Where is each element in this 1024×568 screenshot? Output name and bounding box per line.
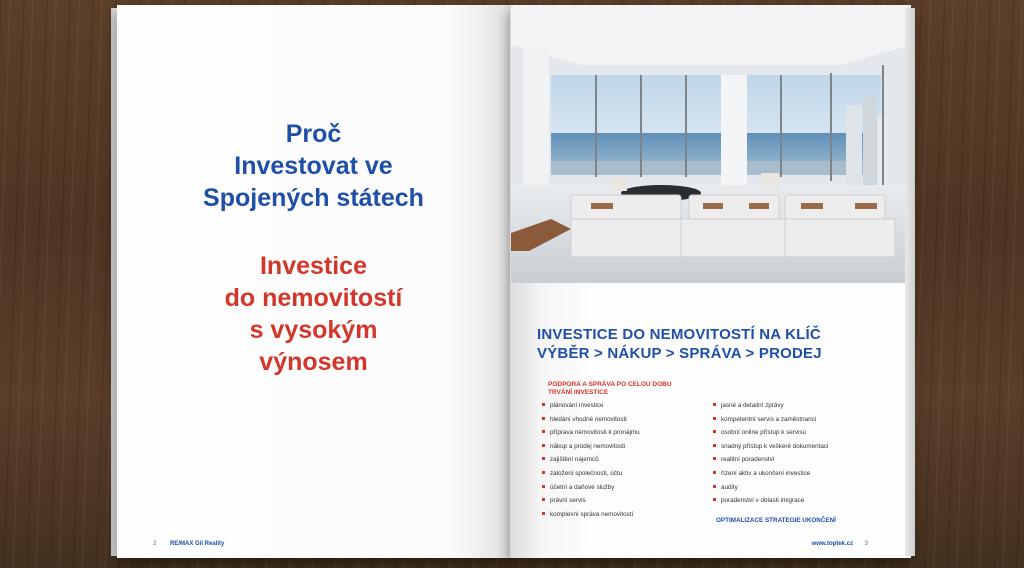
list-item-label: právní servis [550,497,586,505]
list-item-label: účetní a daňové služby [550,483,615,491]
list-item-label: založení společnosti, účtu [550,469,623,477]
services-list-right [713,402,828,511]
list-item [713,416,828,430]
list-item-label: příprava nemovitosti k pronájmu [550,429,640,437]
list-item [542,402,640,416]
list-item-label: řízení aktiv a ukončení investice [721,469,811,477]
title-red-line: s vysokým [249,316,378,344]
list-item [713,456,828,470]
bullet-icon [542,403,545,406]
list-item [542,429,640,443]
title-red-line: Investice [259,252,367,280]
exit-strategy-label: OPTIMALIZACE STRATEGIE UKONČENÍ [716,517,836,524]
list-item-label: realitní poradenství [721,456,775,464]
page-edge-right [905,8,915,556]
list-item-label: zajištění nájemců [550,456,599,464]
right-page-number: 3 [864,541,868,547]
list-item-label: jasné a detailní zprávy [721,402,784,409]
headline-line: VÝBĚR > NÁKUP > SPRÁVA > PRODEJ [537,345,822,362]
list-item [713,497,828,511]
list-item [542,484,640,498]
list-item [542,511,640,525]
title-blue [117,118,510,214]
subheading-line: TRVÁNÍ INVESTICE [548,389,609,396]
title-red [117,250,510,378]
bullet-icon [713,417,716,420]
list-item-label: poradenství v oblasti imigrace [721,497,805,505]
bullet-icon [713,430,716,433]
list-item [713,470,828,484]
list-item [713,443,828,457]
footer-brand: RE/MAX Gil Reality [170,541,225,547]
bullet-icon [542,512,545,515]
bullet-icon [713,498,716,501]
list-item-label: nákup a prodej nemovitostí [550,442,626,450]
list-item [542,443,640,457]
bullet-icon [542,457,545,460]
bullet-icon [713,457,716,460]
penthouse-interior-image [511,5,911,283]
subheading-line: PODPORA A SPRÁVA PO CELOU DOBU [548,381,672,388]
footer-url: www.toptek.cz [811,541,853,547]
bullet-icon [542,498,545,501]
list-item-label: komplexní správa nemovitostí [550,510,634,518]
list-item-label: plánování investice [550,402,604,409]
title-red-line: do nemovitostí [224,284,403,312]
subheading [548,381,672,397]
right-page [510,5,911,558]
bullet-icon [542,430,545,433]
list-item-label: snadný přístup k veškeré dokumentaci [721,442,829,450]
title-blue-line: Investovat ve [234,152,393,180]
bullet-icon [542,444,545,447]
list-item-label: osobní online přístup k servisu [721,429,807,437]
bullet-icon [542,471,545,474]
list-item-label: audity [721,483,738,491]
left-page [117,5,510,558]
list-item [542,470,640,484]
headline-line: INVESTICE DO NEMOVITOSTÍ NA KLÍČ [537,326,821,343]
list-item [542,416,640,430]
list-item [713,402,828,416]
interior-photo [511,5,911,283]
left-footer [153,541,224,547]
bullet-icon [542,417,545,420]
title-blue-line: Proč [285,120,342,148]
bullet-icon [542,485,545,488]
bullet-icon [713,444,716,447]
bullet-icon [713,403,716,406]
list-item-label: hledání vhodné nemovitosti [550,415,627,423]
bullet-icon [713,485,716,488]
list-item [542,497,640,511]
list-item-label: kompetentní servis a zaměstnanci [721,415,817,423]
list-item [713,429,828,443]
headline [537,325,822,363]
list-item [713,484,828,498]
title-blue-line: Spojených státech [203,184,424,212]
left-page-number: 2 [153,541,157,547]
services-list-left [542,402,640,524]
list-item [542,456,640,470]
bullet-icon [713,471,716,474]
title-red-line: výnosem [259,348,368,376]
right-footer [812,541,868,547]
